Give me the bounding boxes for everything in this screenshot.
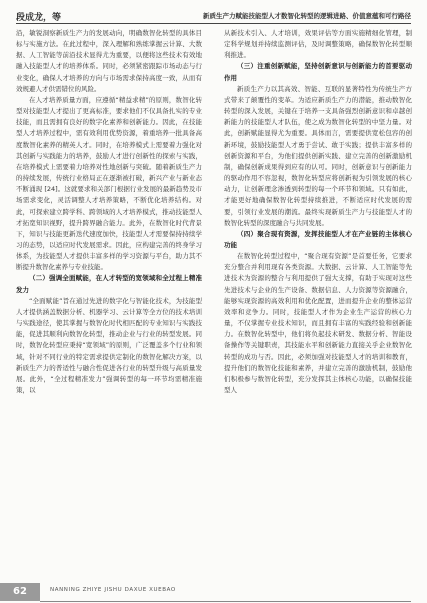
page-header: [16, 8, 411, 28]
paragraph: “全面赋能”旨在通过先进的数字化与智能化技术，为技能型人才提供涵盖数据分析、机器学习、云计算等全方位的技术培训与实践途径，使其掌握与数智化时代相匹配的专业知识与实践技能，促进其顺利向数智化转型，推动企业与行业的转型发展。同时，数智化转型应秉持“宽领域”的原则，广泛覆盖多个行业和领域，针对不同行业的特定需求提供定制化的数智化解决方案，以新质生产力的普适性与融合性促进各行业的转型升级与高质量发展。此外，“全过程精准发力”强调转型的每一环节均需精准施策，以: [16, 296, 202, 394]
section-heading: （二）强调全面赋能，在人才转型的宽领域和全过程上精准发力: [16, 274, 202, 294]
paragraph: 从新技术引入、人才培训，效果评估等方面实施精细化管理，制定科学规划并持续监测评估，及时调整策略，确保数智化转型顺利推进。: [224, 29, 412, 60]
paragraph: 在数智化转型过程中，“聚合现有资源”是首要任务，它要求充分整合并利用现有各类资源。大数据、云计算、人工智能等先进技术为资源的整合与利用提供了强大支撑，有助于实现对这些先进技术与企业的生产设备、数据信息、人力资源等资源融合，能够实现资源的高效利用和优化配置，进而提升企业的整体运营效率和竞争力。同时，技能型人才作为企业生产运营的核心力量，不仅掌握专业技术知识，而且拥有丰富的实践经验和创新能力。在数智化转型中，他们将负起技术研发、数据分析、智能设备操作等关键职责，其技能水平和创新能力直接关乎企业数智化转型的成功与否。因此，必须加强对技能型人才的培训和教育，提升他们的数智化技能和素养，并建立完善的激励机制，鼓励他们积极参与数智化转型，充分发挥其主体核心功能，以确保技能型人: [224, 252, 412, 394]
page-footer: [0, 577, 427, 603]
section-heading: （四）聚合现有资源，发挥技能型人才在产业链的主体核心功能: [224, 229, 412, 249]
footer-rule: [40, 601, 411, 602]
section-heading: （三）注重创新赋能，坚持创新意识与创新能力的首要驱动作用: [224, 62, 412, 82]
paragraph: 新质生产力以其高效、智能、互联的显著特性为传统生产方式带来了颠覆性的变革。为适应新质生产力的潜能，推动数智化转型的深入发展，关键在于培养一支具备强烈创新意识和卓越创新能力的技能型人才队伍，使之成为数智化转型的中坚力量。对此，创新赋能显得尤为重要。具体而言，需要提供宽松包容的创新环境，鼓励技能型人才勇于尝试、敢于实践；提供丰富多样的创新资源和平台，为他们提供创新实践、建立完善的创新激励机制，确保创新成果得到应有的认可。同时，创新意识与创新能力的驱动作用不容忽视，数智化转型应将创新视为引领发展的核心动力，让创新理念渗透到转型的每一个环节和领域。只有如此，才能更好地确保数智化转型持续推进，不断适应时代发展的需要，引领行业发展的潮流。最终实现新质生产力与技能型人才的数智化转型的深度融合与共同发展。: [224, 84, 412, 227]
header-rule: [16, 23, 411, 24]
author-names: 段成龙，等: [16, 13, 62, 23]
page-number: 62: [0, 583, 40, 601]
paragraph: 沿，敏锐洞察新质生产力的发展动向，明确数智化转型的具体目标与实施方法。在此过程中，深入理解和熟练掌握云计算、大数据、人工智能等前沿技术显得尤为重要，以便将这些技术有效地融入技能型人才的培养体系。同时，必须紧密跟踪市场动态与行业变化，确保人才培养的方向与市场需求保持高度一致，从而有效规避人才供需错位的风险。: [16, 29, 202, 93]
paragraph: 在人才培养质量方面，应遵循“精益求精”的原则，数智化转型对技能型人才提出了更高标准，要求他们不仅具备扎实的专业技能，而且需拥有良好的数字化素养和创新能力。因此，在技能型人才培养过程中，需有效利用优势资源，着重培养一批具备高度数智化素养的精英人才。同时，在培养模式上需要着力强化对其创新与实践能力的培养，鼓励人才进行创新性的探索与实践，在培养模式上需要着力培养对性地创新与突破。随着新质生产力的持续发展，传统行业格局正在逐渐被打破，新兴产业与新业态不断涌现 [24]。这就要求和关部门根据行业发展的最新趋势及市场需求变化，灵活调整人才培养策略，不断优化培养结构。对此，可探索建立跨学科、跨领域的人才培养模式，推动技能型人才拓宽知识视野，提升跨界融合能力。此外，在数智化时代背景下，知识与技能更新迭代速度加快，技能型人才需要保持持续学习的态势，以适应时代发展需求。因此，应构建完善的终身学习体系，为技能型人才提供丰富多样的学习资源与平台，助力其不断提升数智化素养与专业技能。: [16, 95, 202, 272]
left-column: [16, 28, 202, 560]
journal-name: NANNING ZHIYE JISHU DAXUE XUEBAO: [50, 587, 176, 593]
right-column: [224, 28, 412, 560]
running-title: 新质生产力赋能技能型人才数智化转型的逻辑进路、价值意蕴和可行路径: [203, 12, 411, 20]
